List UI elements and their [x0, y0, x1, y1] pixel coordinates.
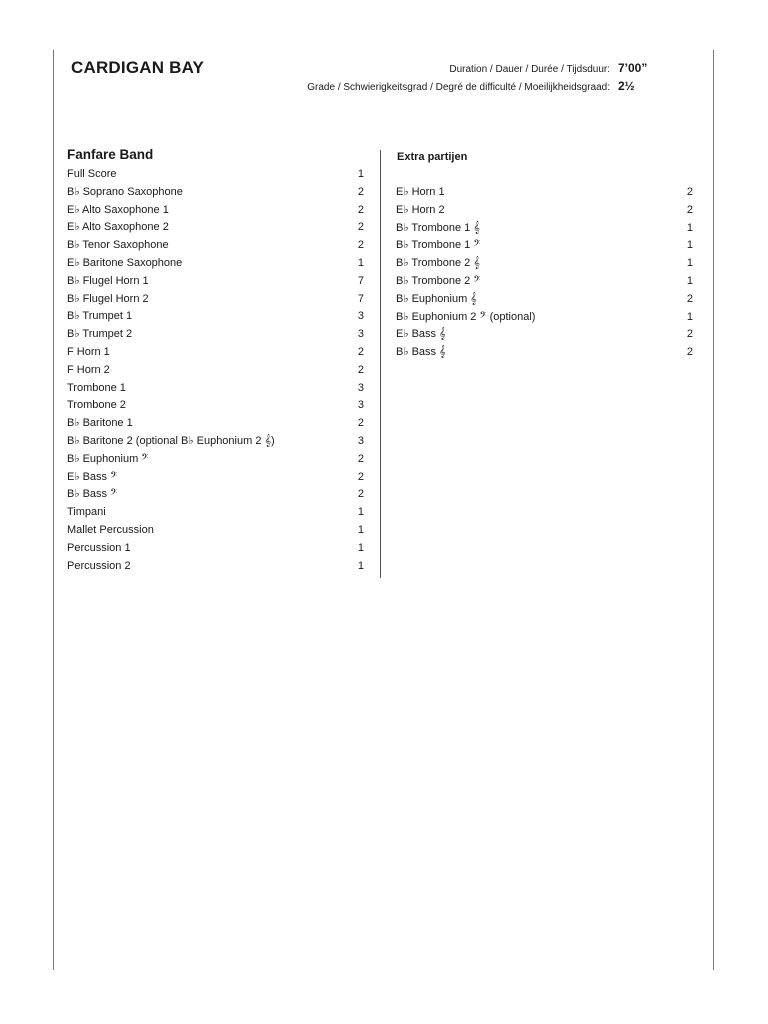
part-row	[67, 237, 364, 255]
part-name: B♭ Tenor Saxophone	[67, 239, 169, 252]
part-name: B♭ Euphonium 𝄞	[396, 292, 477, 305]
part-row	[67, 273, 364, 291]
part-quantity: 1	[686, 274, 693, 287]
part-row	[67, 415, 364, 433]
part-name: B♭ Trombone 1 𝄞	[396, 221, 480, 234]
duration-row	[307, 60, 656, 78]
part-quantity: 1	[357, 256, 364, 269]
part-name: B♭ Baritone 2 (optional B♭ Euphonium 2 𝄞)	[67, 434, 275, 447]
part-quantity: 2	[357, 452, 364, 465]
part-name: B♭ Bass 𝄞	[396, 346, 446, 359]
part-name: Trombone 2	[67, 399, 126, 412]
part-name: E♭ Horn 1	[396, 186, 445, 198]
part-name: B♭ Trumpet 2	[67, 328, 133, 341]
part-row	[396, 326, 693, 344]
part-name: B♭ Flugel Horn 2	[67, 292, 149, 305]
part-name: Percussion 1	[67, 541, 131, 554]
piece-metadata	[307, 60, 656, 96]
part-quantity: 2	[357, 470, 364, 483]
part-quantity: 2	[686, 346, 693, 359]
part-row	[67, 326, 364, 344]
part-name: Trombone 1	[67, 381, 126, 394]
part-name: B♭ Euphonium 2 𝄢 (optional)	[396, 310, 536, 323]
part-name: B♭ Baritone 1	[67, 417, 133, 430]
column-divider	[380, 150, 381, 578]
part-name: B♭ Trombone 2 𝄢	[396, 274, 481, 287]
part-name: E♭ Horn 2	[396, 203, 445, 216]
part-name: E♭ Alto Saxophone 2	[67, 221, 169, 234]
part-name: Full Score	[67, 168, 117, 180]
part-quantity: 2	[357, 185, 364, 198]
part-quantity: 1	[357, 523, 364, 536]
part-row	[67, 558, 364, 576]
part-row	[396, 309, 693, 327]
part-name: F Horn 2	[67, 363, 110, 376]
part-quantity: 1	[357, 541, 364, 554]
fanfare-band-heading: Fanfare Band	[67, 147, 154, 162]
part-quantity: 1	[357, 506, 364, 519]
part-name: E♭ Bass 𝄞	[396, 328, 446, 341]
part-row	[67, 308, 364, 326]
part-row	[67, 344, 364, 362]
part-quantity: 3	[357, 328, 364, 341]
extra-parts-heading: Extra partijen	[397, 151, 468, 163]
part-quantity: 2	[357, 345, 364, 358]
part-quantity: 2	[357, 488, 364, 501]
part-row	[396, 291, 693, 309]
part-row	[67, 486, 364, 504]
part-row	[396, 202, 693, 220]
extra-parts-list	[396, 184, 693, 362]
part-quantity: 2	[357, 417, 364, 430]
part-quantity: 1	[686, 221, 693, 234]
duration-label: Duration / Dauer / Durée / Tijdsduur:	[449, 64, 610, 75]
part-name: B♭ Flugel Horn 1	[67, 274, 149, 287]
part-row	[396, 220, 693, 238]
part-quantity: 2	[686, 203, 693, 216]
part-quantity: 2	[686, 186, 693, 198]
part-quantity: 1	[686, 310, 693, 323]
part-quantity: 3	[357, 310, 364, 323]
part-row	[67, 451, 364, 469]
part-row	[67, 202, 364, 220]
part-name: B♭ Trombone 2 𝄞	[396, 257, 480, 270]
part-quantity: 7	[357, 274, 364, 287]
left-margin-rule	[53, 50, 54, 970]
part-quantity: 1	[686, 257, 693, 270]
fanfare-parts-list	[67, 166, 364, 575]
part-quantity: 2	[686, 292, 693, 305]
right-margin-rule	[713, 50, 714, 970]
part-row	[396, 273, 693, 291]
part-quantity: 2	[357, 221, 364, 234]
grade-label: Grade / Schwierigkeitsgrad / Degré de difficulté / Moeilijkheidsgraad:	[307, 82, 610, 93]
part-name: B♭ Trombone 1 𝄢	[396, 239, 481, 252]
part-row	[67, 291, 364, 309]
part-quantity: 2	[357, 203, 364, 216]
part-quantity: 2	[686, 328, 693, 341]
part-row	[396, 255, 693, 273]
part-name: E♭ Bass 𝄢	[67, 470, 118, 483]
part-row	[67, 380, 364, 398]
part-name: Percussion 2	[67, 559, 131, 572]
part-quantity: 3	[357, 434, 364, 447]
part-quantity: 1	[357, 559, 364, 572]
grade-row	[307, 78, 656, 96]
part-row	[67, 362, 364, 380]
part-row	[396, 344, 693, 362]
part-row	[67, 433, 364, 451]
part-row	[67, 540, 364, 558]
part-quantity: 3	[357, 381, 364, 394]
part-name: Mallet Percussion	[67, 523, 154, 536]
part-name: B♭ Bass 𝄢	[67, 488, 118, 501]
part-row	[67, 184, 364, 202]
part-name: B♭ Soprano Saxophone	[67, 185, 183, 198]
part-row	[67, 219, 364, 237]
part-name: E♭ Baritone Saxophone	[67, 256, 183, 269]
part-row	[67, 166, 364, 184]
part-row	[67, 469, 364, 487]
part-quantity: 3	[357, 399, 364, 412]
part-name: Timpani	[67, 506, 106, 519]
part-row	[396, 184, 693, 202]
part-quantity: 1	[357, 168, 364, 180]
part-name: B♭ Trumpet 1	[67, 310, 133, 323]
part-row	[396, 237, 693, 255]
part-name: B♭ Euphonium 𝄢	[67, 452, 149, 465]
part-row	[67, 504, 364, 522]
part-quantity: 7	[357, 292, 364, 305]
part-row	[67, 255, 364, 273]
part-quantity: 2	[357, 363, 364, 376]
part-quantity: 2	[357, 239, 364, 252]
part-quantity: 1	[686, 239, 693, 252]
piece-title: CARDIGAN BAY	[71, 58, 205, 77]
grade-value: 2½	[618, 79, 635, 93]
part-name: F Horn 1	[67, 345, 110, 358]
duration-value: 7’00”	[618, 61, 648, 75]
part-row	[67, 397, 364, 415]
part-row	[67, 522, 364, 540]
part-name: E♭ Alto Saxophone 1	[67, 203, 169, 216]
